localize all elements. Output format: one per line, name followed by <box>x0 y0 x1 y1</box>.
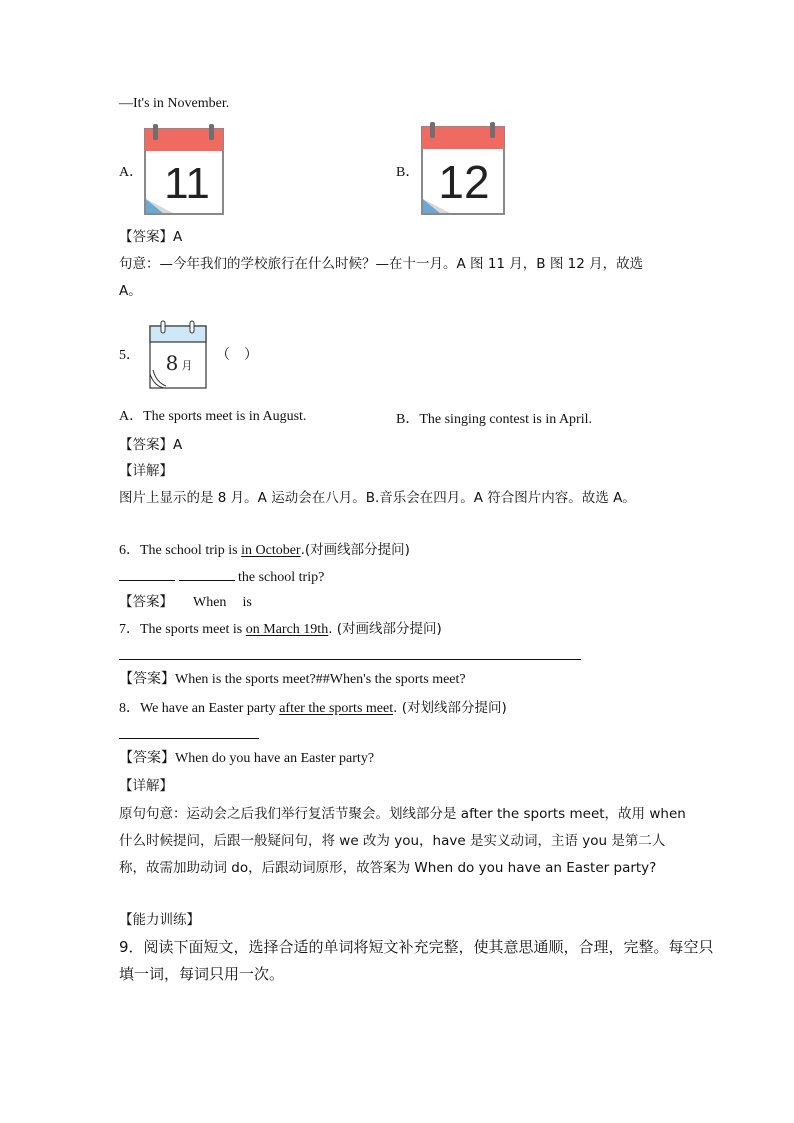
q5-explain: 图片上显示的是 8 月。A 运动会在八月。B.音乐会在四月。A 符合图片内容。故选 A。 <box>119 490 636 506</box>
q7-answer: 【答案】When is the sports meet?##When's the sports meet? <box>119 672 466 687</box>
q5-option-a: A．The sports meet is in August. <box>119 409 307 424</box>
q9-line-2: 填一词，每词只用一次。 <box>119 965 285 983</box>
q6-answer: 【答案】 When is <box>119 594 252 610</box>
q8-explain-1: 原句句意：运动会之后我们举行复活节聚会。划线部分是 after the sports meet，故用 when <box>119 806 686 822</box>
q5-answer: 【答案】A <box>119 437 183 453</box>
q6-question: 6．The school trip is in October.(对画线部分提问) <box>119 542 410 558</box>
q4-explain-1: 句意：—今年我们的学校旅行在什么时候？—在十一月。A 图 11 月，B 图 12 月，故选 <box>119 256 644 272</box>
q4-option-a-label: A． <box>119 165 144 180</box>
q8-detail-label: 【详解】 <box>119 778 173 794</box>
section-title: 【能力训练】 <box>119 912 200 928</box>
q5-paren: （ ） <box>216 347 258 363</box>
q4-explain-2: A。 <box>119 283 142 299</box>
q4-option-b-label: B． <box>396 165 420 180</box>
q5-detail-label: 【详解】 <box>119 463 173 479</box>
q8-explain-3: 称，故需加助动词 do，后跟动词原形，故答案为 When do you have an Easter party? <box>119 860 657 876</box>
q6-blank-1[interactable] <box>119 568 175 581</box>
q6-underlined: in October <box>241 543 301 558</box>
q8-answer-line[interactable] <box>119 738 259 739</box>
q4-answer-line: —It's in November. <box>119 96 230 111</box>
calendar-12-number: 12 <box>438 156 490 208</box>
calendar-august-icon <box>146 320 208 390</box>
q8-question: 8．We have an Easter party after the sports meet. (对划线部分提问) <box>119 700 507 716</box>
q6-blanks: the school trip? <box>119 568 324 587</box>
q8-answer: 【答案】When do you have an Easter party? <box>119 751 375 766</box>
q5-option-b: B．The singing contest is in April. <box>396 412 592 427</box>
q5-number: 5． <box>119 348 140 363</box>
q8-underlined: after the sports meet <box>279 701 394 716</box>
calendar-august-suffix: 月 <box>181 359 193 372</box>
q7-underlined: on March 19th <box>245 622 329 637</box>
calendar-11-icon <box>143 122 225 216</box>
q4-answer: 【答案】A <box>119 229 183 245</box>
calendar-12-icon <box>420 120 506 216</box>
q8-explain-2: 什么时候提问，后跟一般疑问句，将 we 改为 you，have 是实义动词，主语 you 是第二人 <box>119 833 666 849</box>
calendar-august-number: 8 <box>165 351 179 375</box>
q7-question: 7．The sports meet is on March 19th. (对画线部分提问) <box>119 621 442 637</box>
q9-line-1: 9．阅读下面短文，选择合适的单词将短文补充完整，使其意思通顺，合理，完整。每空只 <box>119 938 714 956</box>
q6-blank-2[interactable] <box>179 568 235 581</box>
calendar-11-number: 11 <box>164 159 210 208</box>
q7-answer-line[interactable] <box>119 659 581 660</box>
